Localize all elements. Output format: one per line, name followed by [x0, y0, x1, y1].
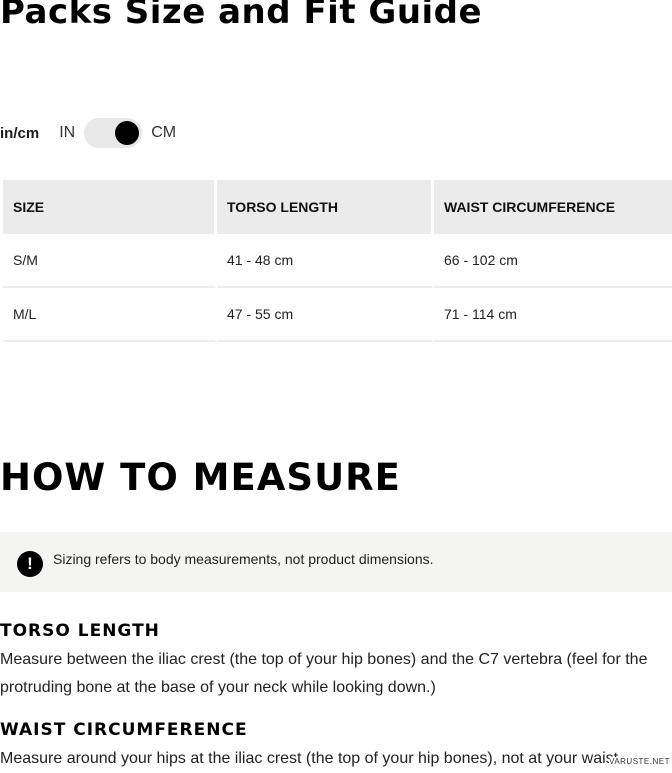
table-cell-waist: 66 - 102 cm — [434, 234, 672, 288]
table-cell-torso: 41 - 48 cm — [217, 234, 434, 288]
table-cell-torso: 47 - 55 cm — [217, 288, 434, 342]
notice-text: Sizing refers to body measurements, not product dimensions. — [53, 551, 434, 567]
size-table — [3, 180, 672, 342]
unit-switcher — [0, 118, 176, 148]
unit-toggle[interactable] — [84, 118, 142, 148]
column-header-torso-length: TORSO LENGTH — [217, 180, 434, 234]
toggle-knob — [115, 121, 139, 145]
table-cell-size: S/M — [3, 234, 217, 288]
column-header-size: SIZE — [3, 180, 217, 234]
watermark-logo: VARUSTE.NET — [609, 757, 670, 766]
table-cell-waist: 71 - 114 cm — [434, 288, 672, 342]
unit-option-cm[interactable]: CM — [151, 124, 176, 142]
table-cell-size: M/L — [3, 288, 217, 342]
how-to-measure-title: HOW TO MEASURE — [0, 456, 401, 499]
table-row — [3, 234, 672, 288]
table-header-row — [3, 180, 672, 234]
sizing-notice — [0, 532, 672, 592]
page-title: Packs Size and Fit Guide — [0, 0, 482, 32]
torso-length-description: Measure between the iliac crest (the top of your hip bones) and the C7 vertebra (feel for the protruding bone at the base of your neck while looking down.) — [0, 646, 672, 702]
unit-option-in[interactable]: IN — [59, 124, 75, 142]
torso-length-heading: TORSO LENGTH — [0, 621, 160, 641]
table-row — [3, 288, 672, 342]
unit-label: in/cm — [0, 125, 39, 142]
waist-circumference-description: Measure around your hips at the iliac crest (the top of your hip bones), not at your waist. — [0, 745, 672, 773]
column-header-waist-circumference: WAIST CIRCUMFERENCE — [434, 180, 672, 234]
waist-circumference-heading: WAIST CIRCUMFERENCE — [0, 720, 248, 740]
exclamation-icon: ! — [17, 551, 43, 577]
